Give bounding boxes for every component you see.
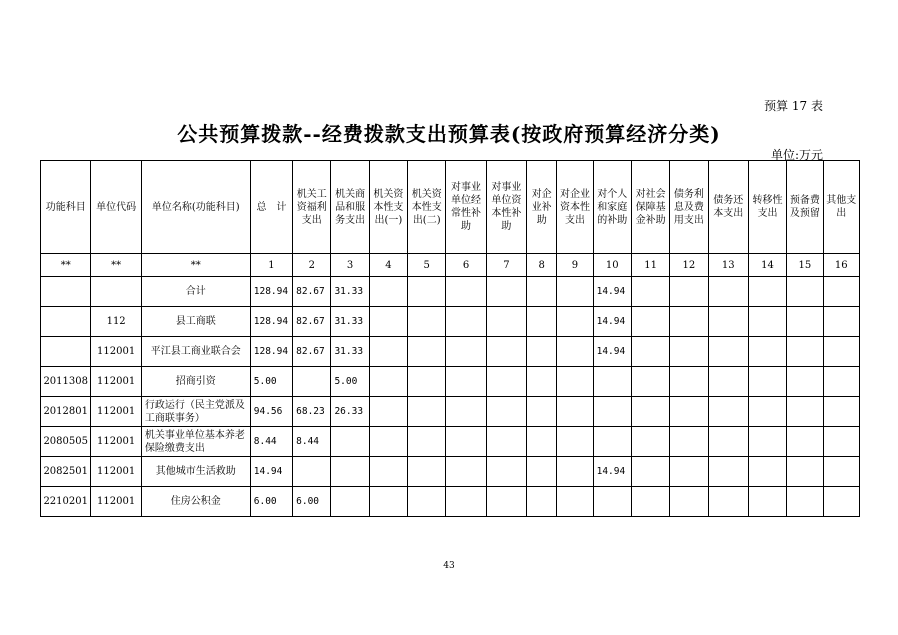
table-index-row xyxy=(41,254,860,277)
table-row-cell xyxy=(670,337,708,367)
table-row-cell xyxy=(631,307,669,337)
table-row-cell xyxy=(748,457,786,487)
table-row-cell xyxy=(331,457,369,487)
table-row-cell: 112 xyxy=(91,307,141,337)
table-row-cell xyxy=(486,337,526,367)
table-row-cell xyxy=(670,487,708,517)
table-row-cell: 128.94 xyxy=(250,337,292,367)
table-header-row-cell: 预备费及预留 xyxy=(787,161,823,254)
table-row-cell xyxy=(557,307,593,337)
table-row-cell xyxy=(408,487,446,517)
table-row-cell: 8.44 xyxy=(250,427,292,457)
table-header-row-cell: 债务还本支出 xyxy=(708,161,748,254)
table-row-cell xyxy=(369,337,407,367)
table-row-cell xyxy=(369,397,407,427)
table-row-cell: 行政运行（民主党派及工商联事务） xyxy=(141,397,250,427)
table-row-cell xyxy=(527,487,557,517)
table-row-cell xyxy=(557,367,593,397)
table-row xyxy=(41,397,860,427)
table-row-cell xyxy=(787,487,823,517)
budget-table xyxy=(40,160,860,517)
table-row-cell xyxy=(557,457,593,487)
table-index-row-cell: 10 xyxy=(593,254,631,277)
table-row-cell xyxy=(748,307,786,337)
table-row-cell: 招商引资 xyxy=(141,367,250,397)
table-index-row-cell: 7 xyxy=(486,254,526,277)
table-row-cell xyxy=(670,277,708,307)
table-row-cell xyxy=(823,367,860,397)
page-number: 43 xyxy=(443,561,455,571)
table-row-cell xyxy=(408,457,446,487)
table-row-cell: 2080505 xyxy=(41,427,91,457)
table-row-cell xyxy=(408,277,446,307)
table-row-cell: 112001 xyxy=(91,427,141,457)
table-row-cell: 平江县工商业联合会 xyxy=(141,337,250,367)
table-row-cell xyxy=(593,367,631,397)
table-header-row-cell: 功能科目 xyxy=(41,161,91,254)
table-row-cell xyxy=(631,457,669,487)
table-row-cell xyxy=(446,307,486,337)
table-index-row-cell: 13 xyxy=(708,254,748,277)
table-index-row-cell: 8 xyxy=(527,254,557,277)
table-row-cell xyxy=(91,277,141,307)
unit-label: 单位:万元 xyxy=(770,148,823,162)
table-row-cell xyxy=(787,427,823,457)
table-row-cell xyxy=(748,487,786,517)
table-row-cell xyxy=(408,337,446,367)
table-row-cell xyxy=(369,277,407,307)
table-row-cell: 31.33 xyxy=(331,307,369,337)
table-row xyxy=(41,427,860,457)
table-row-cell: 112001 xyxy=(91,367,141,397)
table-row-cell: 合计 xyxy=(141,277,250,307)
table-row-cell: 31.33 xyxy=(331,337,369,367)
table-index-row-cell: 14 xyxy=(748,254,786,277)
table-row-cell xyxy=(823,307,860,337)
table-row-cell: 2012801 xyxy=(41,397,91,427)
table-row-cell xyxy=(369,367,407,397)
table-row-cell xyxy=(787,457,823,487)
table-row-cell xyxy=(486,487,526,517)
table-row-cell xyxy=(557,397,593,427)
table-row-cell xyxy=(331,427,369,457)
table-row-cell: 2011308 xyxy=(41,367,91,397)
table-row-cell xyxy=(787,367,823,397)
table-row-cell: 82.67 xyxy=(293,337,331,367)
table-row-cell xyxy=(369,427,407,457)
table-row-cell xyxy=(408,397,446,427)
table-header-row xyxy=(41,161,860,254)
table-row-cell xyxy=(670,427,708,457)
table-header-row-cell: 机关资本性支出(二) xyxy=(408,161,446,254)
table-row-cell xyxy=(787,337,823,367)
table-index-row-cell: 5 xyxy=(408,254,446,277)
table-row-cell xyxy=(708,457,748,487)
table-index-row-cell: 9 xyxy=(557,254,593,277)
table-row-cell xyxy=(446,277,486,307)
table-row-cell xyxy=(293,457,331,487)
table-row xyxy=(41,487,860,517)
table-index-row-cell: ** xyxy=(91,254,141,277)
table-header-row-cell: 对事业单位资本性补助 xyxy=(486,161,526,254)
table-row-cell: 112001 xyxy=(91,457,141,487)
table-row-cell xyxy=(557,487,593,517)
table-index-row-cell: 12 xyxy=(670,254,708,277)
table-row-cell: 26.33 xyxy=(331,397,369,427)
table-row-cell xyxy=(486,307,526,337)
table-row-cell xyxy=(486,277,526,307)
table-row-cell xyxy=(631,487,669,517)
table-row-cell xyxy=(369,307,407,337)
table-row-cell: 128.94 xyxy=(250,277,292,307)
table-row-cell xyxy=(708,487,748,517)
table-row-cell: 其他城市生活救助 xyxy=(141,457,250,487)
table-row-cell: 14.94 xyxy=(593,337,631,367)
table-row-cell: 机关事业单位基本养老保险缴费支出 xyxy=(141,427,250,457)
table-row-cell xyxy=(446,487,486,517)
table-row xyxy=(41,367,860,397)
table-row-cell: 31.33 xyxy=(331,277,369,307)
table-row-cell xyxy=(557,337,593,367)
table-row-cell xyxy=(41,337,91,367)
table-row-cell xyxy=(748,427,786,457)
table-index-row-cell: ** xyxy=(41,254,91,277)
table-header-row-cell: 单位代码 xyxy=(91,161,141,254)
table-row-cell xyxy=(787,307,823,337)
table-row-cell xyxy=(408,367,446,397)
table-header-row-cell: 机关商品和服务支出 xyxy=(331,161,369,254)
table-row-cell: 14.94 xyxy=(593,307,631,337)
table-row-cell: 2210201 xyxy=(41,487,91,517)
table-row-cell xyxy=(41,307,91,337)
table-row-cell xyxy=(408,307,446,337)
table-row-cell xyxy=(631,367,669,397)
table-row-cell xyxy=(527,337,557,367)
page-title: 公共预算拨款--经费拨款支出预算表(按政府预算经济分类) xyxy=(177,122,721,146)
table-row-cell xyxy=(408,427,446,457)
table-row-cell xyxy=(527,427,557,457)
table-row-cell xyxy=(823,457,860,487)
table-row-cell xyxy=(293,367,331,397)
table-row-cell xyxy=(446,457,486,487)
table-row-cell xyxy=(527,367,557,397)
table-row-cell xyxy=(823,277,860,307)
table-row-cell xyxy=(369,487,407,517)
table-row-cell xyxy=(527,397,557,427)
table-row xyxy=(41,307,860,337)
table-row-cell xyxy=(823,427,860,457)
table-header-row-cell: 债务利息及费用支出 xyxy=(670,161,708,254)
table-row-cell xyxy=(527,307,557,337)
table-row-cell: 128.94 xyxy=(250,307,292,337)
table-row-cell: 8.44 xyxy=(293,427,331,457)
table-row-cell xyxy=(708,277,748,307)
table-row-cell xyxy=(631,397,669,427)
table-header-row-cell: 其他支出 xyxy=(823,161,860,254)
table-row-cell xyxy=(593,427,631,457)
table-row xyxy=(41,457,860,487)
table-row-cell xyxy=(446,367,486,397)
table-row-cell xyxy=(748,397,786,427)
table-row-cell: 82.67 xyxy=(293,277,331,307)
table-row-cell xyxy=(708,427,748,457)
table-row-cell xyxy=(631,277,669,307)
table-row-cell xyxy=(486,397,526,427)
table-row xyxy=(41,277,860,307)
table-row-cell xyxy=(787,397,823,427)
form-number: 预算 17 表 xyxy=(764,99,823,113)
table-row-cell xyxy=(708,307,748,337)
table-header-row-cell: 对社会保障基金补助 xyxy=(631,161,669,254)
table-row-cell xyxy=(557,277,593,307)
table-row-cell xyxy=(631,337,669,367)
table-row-cell xyxy=(331,487,369,517)
table-header-row-cell: 对企业资本性支出 xyxy=(557,161,593,254)
table-row-cell xyxy=(593,397,631,427)
table-row-cell: 82.67 xyxy=(293,307,331,337)
table-index-row-cell: 4 xyxy=(369,254,407,277)
table-row-cell xyxy=(446,337,486,367)
table-row-cell xyxy=(708,337,748,367)
table-header-row-cell: 单位名称(功能科目) xyxy=(141,161,250,254)
table-row-cell xyxy=(670,397,708,427)
table-header-row-cell: 对个人和家庭的补助 xyxy=(593,161,631,254)
table-row-cell xyxy=(446,427,486,457)
table-row-cell xyxy=(369,457,407,487)
table-header-row-cell: 转移性支出 xyxy=(748,161,786,254)
table-index-row-cell: 6 xyxy=(446,254,486,277)
table-row-cell xyxy=(748,277,786,307)
table-row-cell xyxy=(708,367,748,397)
table-row-cell: 112001 xyxy=(91,487,141,517)
table-row xyxy=(41,337,860,367)
table-row-cell: 6.00 xyxy=(293,487,331,517)
table-row-cell: 112001 xyxy=(91,397,141,427)
table-header-row-cell: 总 计 xyxy=(250,161,292,254)
table-index-row-cell: 15 xyxy=(787,254,823,277)
table-row-cell xyxy=(593,487,631,517)
table-row-cell xyxy=(557,427,593,457)
table-row-cell xyxy=(486,427,526,457)
table-index-row-cell: 16 xyxy=(823,254,860,277)
table-row-cell xyxy=(787,277,823,307)
table-row-cell xyxy=(748,367,786,397)
table-row-cell xyxy=(823,397,860,427)
table-row-cell xyxy=(527,277,557,307)
table-row-cell xyxy=(41,277,91,307)
table-index-row-cell: 2 xyxy=(293,254,331,277)
table-row-cell: 2082501 xyxy=(41,457,91,487)
table-header-row-cell: 对企业补助 xyxy=(527,161,557,254)
table-index-row-cell: 3 xyxy=(331,254,369,277)
table-header-row-cell: 机关资本性支出(一) xyxy=(369,161,407,254)
table-row-cell xyxy=(823,337,860,367)
table-row-cell xyxy=(486,457,526,487)
table-row-cell xyxy=(446,397,486,427)
table-row-cell xyxy=(708,397,748,427)
table-row-cell xyxy=(823,487,860,517)
table-row-cell xyxy=(486,367,526,397)
table-index-row-cell: 11 xyxy=(631,254,669,277)
table-row-cell xyxy=(748,337,786,367)
table-row-cell: 县工商联 xyxy=(141,307,250,337)
table-row-cell xyxy=(631,427,669,457)
table-row-cell xyxy=(670,367,708,397)
table-row-cell: 14.94 xyxy=(250,457,292,487)
table-row-cell: 14.94 xyxy=(593,277,631,307)
table-row-cell: 6.00 xyxy=(250,487,292,517)
table-header-row-cell: 对事业单位经常性补助 xyxy=(446,161,486,254)
table-row-cell: 112001 xyxy=(91,337,141,367)
table-header-row-cell: 机关工资福利支出 xyxy=(293,161,331,254)
table-row-cell xyxy=(670,457,708,487)
table-row-cell: 68.23 xyxy=(293,397,331,427)
table-row-cell: 5.00 xyxy=(250,367,292,397)
table-row-cell: 5.00 xyxy=(331,367,369,397)
table-row-cell: 住房公积金 xyxy=(141,487,250,517)
table-index-row-cell: 1 xyxy=(250,254,292,277)
table-row-cell: 94.56 xyxy=(250,397,292,427)
table-row-cell: 14.94 xyxy=(593,457,631,487)
table-row-cell xyxy=(527,457,557,487)
table-row-cell xyxy=(670,307,708,337)
table-index-row-cell: ** xyxy=(141,254,250,277)
